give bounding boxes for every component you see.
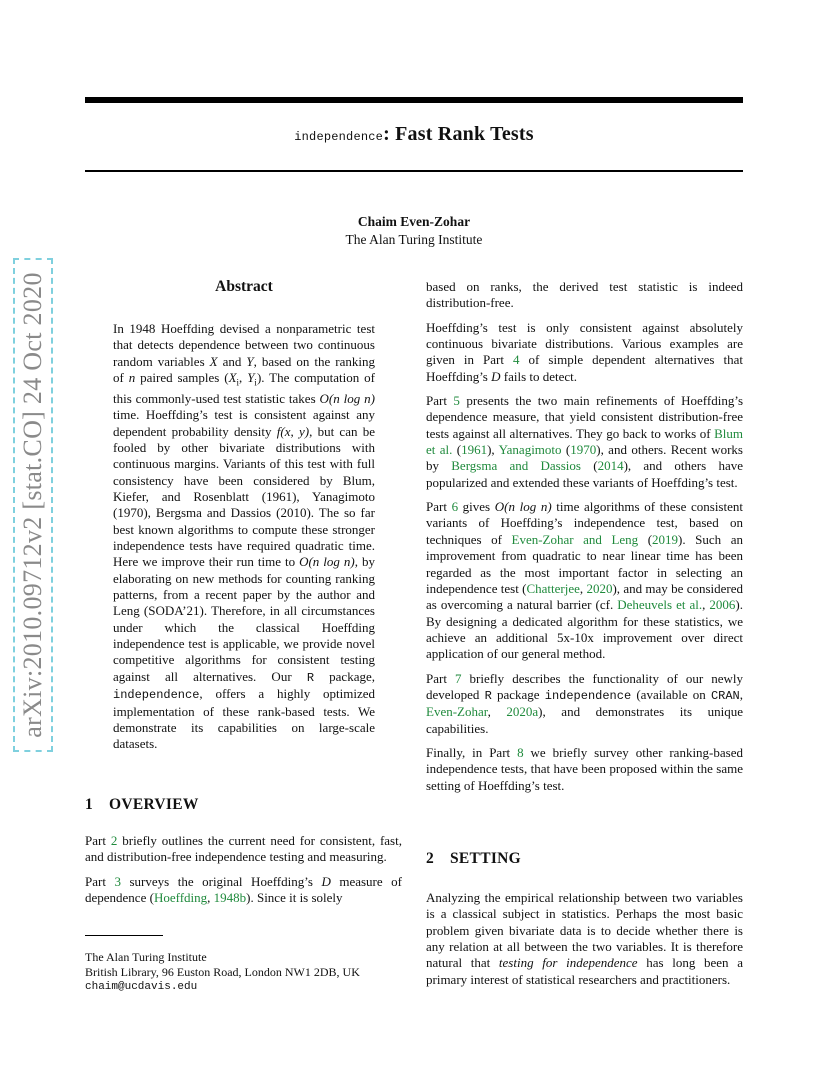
citation-link[interactable]: 1948b xyxy=(213,890,247,906)
footnote xyxy=(85,950,415,995)
citation-link[interactable]: Deheuvels et al. xyxy=(617,597,703,613)
paragraph: Part 5 presents the two main refinements of Hoeffding’s dependence measure, that yield consistent distribution-free tests against all alternatives. They go back to works of Blum et al. (1961), Yanagimoto (1970), and others. Recent works by Bergsma and Dassios (2014), and others have popularized and extended these variants of Hoeffding’s test. xyxy=(426,393,743,490)
citation-link[interactable]: Yanagimoto xyxy=(498,442,562,458)
paper-title xyxy=(85,123,743,146)
paragraph: Finally, in Part 8 we briefly survey other ranking-based independence tests, that have been proposed within the same setting of Hoeffding’s test. xyxy=(426,744,743,793)
arxiv-stamp xyxy=(13,258,53,752)
paragraph: based on ranks, the derived test statistic is indeed distribution-free. xyxy=(426,279,743,311)
paragraph: Hoeffding’s test is only consistent against absolutely continuous bivariate distributions. Various examples are given in Part 4 of simple dependent alternatives that Hoeffding’s D fails to detect. xyxy=(426,319,744,384)
paragraph: Part 7 briefly describes the functionality of our newly developed R package independence (available on CRAN, Even-Zohar, 2020a), and demonstrates its unique capabilities. xyxy=(426,670,744,736)
section-1-body xyxy=(85,833,402,914)
abstract-heading: Abstract xyxy=(215,278,273,295)
citation-link[interactable]: 2020 xyxy=(586,580,613,596)
part-link[interactable]: 3 xyxy=(114,873,121,889)
footnote-line: British Library, 96 Euston Road, London NW1 2DB, UK xyxy=(85,965,360,979)
paragraph: Part 6 gives O(n log n) time algorithms of these consistent variants of Hoeffding’s independence test, based on techniques of Even-Zohar and Leng (2019). Such an improvement from quadratic to near linear time has been regarded as the most important factor in selecting an independence test (Chatterjee, 2020), and may be considered as overcoming a natural barrier (cf. Deheuvels et al., 2006). By designing a dedicated algorithm for these statistics, we achieve an additional 5x-10x improvement over direct application of our general method. xyxy=(426,499,744,662)
footnote-email[interactable]: chaim@ucdavis.edu xyxy=(85,981,198,993)
paragraph: Analyzing the empirical relationship between two variables is a classical subject in statistics. Perhaps the most basic problem given bivariate data is to decide whether there is any relation at all between the two variables. It is therefore natural that testing for independence has long been a primary interest of statistical researchers and practitioners. xyxy=(426,890,743,987)
top-rule xyxy=(85,97,743,103)
footnote-rule xyxy=(85,935,163,936)
citation-link[interactable]: Even-Zohar and Leng xyxy=(511,531,639,547)
part-link[interactable]: 4 xyxy=(513,352,520,368)
title-rule xyxy=(85,170,743,172)
title-rest: : Fast Rank Tests xyxy=(383,123,534,145)
citation-link[interactable]: 2019 xyxy=(652,531,679,547)
part-link[interactable]: 7 xyxy=(454,670,462,686)
footnote-line: The Alan Turing Institute xyxy=(85,950,207,964)
section-1-heading: 1 OVERVIEW xyxy=(85,796,199,813)
arxiv-id: arXiv:2010.09712v2 [stat.CO] 24 Oct 2020 xyxy=(18,272,47,738)
part-link[interactable]: 8 xyxy=(517,744,524,760)
author-affiliation: The Alan Turing Institute xyxy=(345,232,483,247)
part-link[interactable]: 5 xyxy=(453,393,460,409)
citation-link[interactable]: Blum et al. xyxy=(426,425,743,458)
abstract-body: In 1948 Hoeffding devised a nonparametric test that detects dependence between two continuous random variables X and Y, based on the ranking of n paired samples ($X_i$, $Y_i$). The computation of this commonly-used test statistic takes O(n log n) time. Hoeffding’s test is consistent against any dependent probability density f(x, y), but can be fooled by other bivariate distributions with continuous margins. Variants of this test with full consistency have been considered by Blum, Kiefer, and Rosenblatt (1961), Yanagimoto (1970), Bergsma and Dassios (2010). The so far best known algorithms to compute these stronger independence tests have required quadratic time. Here we improve their run time to O(n log n), by elaborating on new methods for counting ranking patterns, from a recent paper by the author and Leng (SODA’21). Therefore, in all circumstances under which the classical Hoeffding independence test is applicable, we provide novel competitive algorithms for consistent testing against all alternatives. Our R package, independence, offers a highly optimized implementation of these rank-based tests. We demonstrate its capabilities on large-scale datasets. xyxy=(113,321,375,752)
title-package: independence xyxy=(294,130,384,144)
paragraph: Part 2 briefly outlines the current need for consistent, fast, and distribution-free independence testing and measuring. xyxy=(85,833,402,865)
citation-link[interactable]: Chatterjee xyxy=(526,580,580,596)
right-column-body xyxy=(426,279,743,802)
citation-link[interactable]: 1970 xyxy=(570,442,597,458)
author-name: Chaim Even-Zohar xyxy=(357,214,471,229)
citation-link[interactable]: Even-Zohar xyxy=(426,704,488,720)
section-2-body xyxy=(426,890,743,996)
part-link[interactable]: 6 xyxy=(451,499,459,515)
section-2-heading: 2 SETTING xyxy=(426,850,522,867)
citation-link[interactable]: 2006 xyxy=(709,597,736,613)
part-link[interactable]: 2 xyxy=(110,833,118,848)
citation-link[interactable]: 1961 xyxy=(461,442,488,458)
citation-link[interactable]: Hoeffding xyxy=(153,890,208,906)
citation-link[interactable]: 2020a xyxy=(506,704,539,720)
citation-link[interactable]: 2014 xyxy=(597,458,624,474)
paragraph: Part 3 surveys the original Hoeffding’s D measure of dependence (Hoeffding, 1948b). Since it is solely xyxy=(85,873,402,906)
citation-link[interactable]: Bergsma and Dassios xyxy=(451,458,581,474)
